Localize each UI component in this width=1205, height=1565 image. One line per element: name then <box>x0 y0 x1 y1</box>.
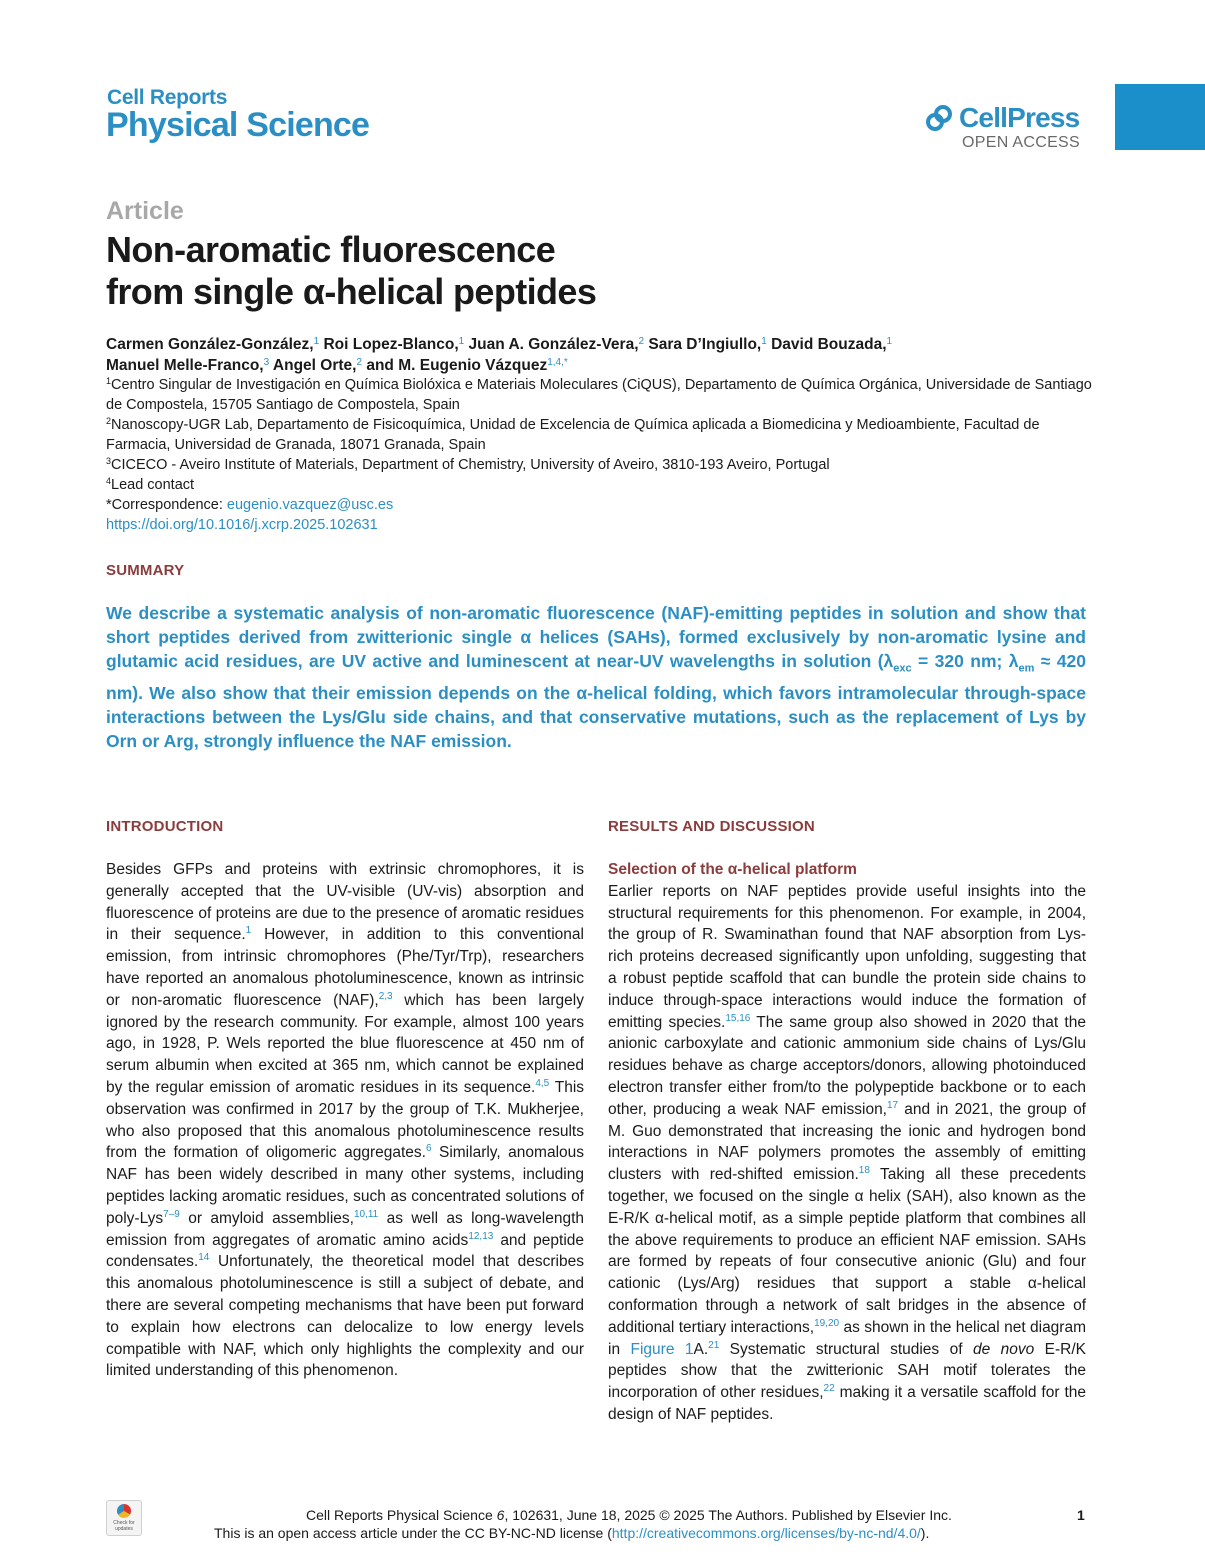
affiliation-1: $^1$Centro Singular de Investigación en Química Biolóxica e Materiais Moleculares (CiQUS), Departamento de Química Orgánica, Universidade de Santiago de Compostela, 15705 Santiago de Compostela, Spain <box>106 376 1092 413</box>
body-text: or amyloid assemblies, <box>179 1209 354 1227</box>
header-accent-tab <box>1115 84 1205 150</box>
results-body <box>608 859 1086 1426</box>
footer-citation: Cell Reports Physical Science 6, 102631, June 18, 2025 © 2025 The Authors. Published by Elsevier Inc. <box>306 1507 952 1523</box>
results-heading: RESULTS AND DISCUSSION <box>608 818 815 835</box>
cellpress-icon <box>924 103 954 133</box>
body-text: and peptide condensates. <box>106 1231 584 1271</box>
body-text: which has been largely ignored by the research community. For example, almost 100 years ago, in 1928, P. Wels reported the blue fluorescence at 450 nm of serum albumin when excited at 365 nm, which cannot be explained by the regular emission of aromatic residues in its sequence. <box>106 991 584 1096</box>
body-text: Systematic structural studies of <box>719 1340 973 1358</box>
footer-license: This is an open access article under the CC BY-NC-ND license (http://creativecommons.org/licenses/by-nc-nd/4.0/). <box>214 1525 930 1541</box>
italic-text: de novo <box>972 1340 1035 1358</box>
citation-ref[interactable]: 18 <box>858 1165 870 1177</box>
journal-name-small: Cell Reports <box>107 86 228 109</box>
citation-ref[interactable]: 19,20 <box>814 1317 840 1329</box>
author[interactable]: Manuel Melle-Franco,$^3$ <box>106 357 270 374</box>
author[interactable]: and M. Eugenio Vázquez$^{1,4,*}$ <box>366 357 568 374</box>
body-text: as well as long-wavelength emission from aggregates of aromatic amino acids <box>106 1209 584 1249</box>
article-title <box>106 229 596 313</box>
results-paragraph <box>608 881 1086 1426</box>
affiliation-3: $^3$CICECO - Aveiro Institute of Materials, Department of Chemistry, University of Aveiro, 3810-193 Aveiro, Portugal <box>106 456 830 473</box>
body-text: However, in addition to this conventional emission, from intrinsic chromophores (Phe/Tyr/Trp), researchers have reported an anomalous photoluminescence, known as intrinsic or non-aromatic fluorescence (NAF), <box>106 926 584 1009</box>
author-list <box>106 334 1106 376</box>
author[interactable]: David Bouzada,$^1$ <box>771 336 893 353</box>
cellpress-logo[interactable] <box>924 102 1079 134</box>
body-text: A. <box>693 1340 709 1358</box>
citation-ref[interactable]: 21 <box>708 1339 720 1351</box>
body-text: E-R/K peptides show that the zwitterionic SAH motif tolerates the incorporation of other residues, <box>608 1340 1086 1402</box>
open-access-label: OPEN ACCESS <box>962 134 1081 151</box>
doi-link[interactable]: https://doi.org/10.1016/j.xcrp.2025.102631 <box>106 517 378 533</box>
correspondence: *Correspondence: eugenio.vazquez@usc.es <box>106 497 394 513</box>
author[interactable]: Juan A. González-Vera,$^2$ <box>468 336 645 353</box>
results-subheading: Selection of the α-helical platform <box>608 861 857 878</box>
body-text: Earlier reports on NAF peptides provide useful insights into the structural requirements for this phenomenon. For example, in 2004, the group of R. Swaminathan found that NAF absorption from Lys-rich proteins decreased significantly upon unfolding, suggesting that a robust peptide scaffold that can bundle the protein side chains to induce through-space interactions would induce the formation of emitting species. <box>608 882 1086 1031</box>
body-text: This observation was confirmed in 2017 by the group of T.K. Mukherjee, who also proposed that this anomalous photoluminescence results from the formation of oligomeric aggregates. <box>106 1078 585 1162</box>
doi-line <box>106 515 1096 535</box>
article-type: Article <box>106 197 184 225</box>
summary-text: We describe a systematic analysis of non-aromatic fluorescence (NAF)-emitting peptides in solution and show that short peptides derived from zwitterionic single α helices (SAHs), formed exclusively by non-aromatic lysine and glutamic acid residues, are UV active and luminescent at near-UV wavelengths in solution ($\lambda_{exc} = 320$ nm; $\lambda_{em} \approx 420$ nm). We also show that their emission depends on the α-helical folding, which favors intramolecular through-space interactions between the Lys/Glu side chains, and that conservative mutations, such as the replacement of Lys by Orn or Arg, strongly influence the NAF emission. <box>106 603 1086 751</box>
citation-ref[interactable]: 6 <box>425 1143 432 1155</box>
summary-heading: SUMMARY <box>106 562 185 579</box>
author[interactable]: Roi Lopez-Blanco,$^1$ <box>323 336 465 353</box>
page-number: 1 <box>1077 1507 1085 1523</box>
author[interactable]: Angel Orte,$^2$ <box>272 357 363 374</box>
affiliation-4: $^4$Lead contact <box>106 476 195 493</box>
check-updates-icon <box>117 1504 131 1518</box>
body-text: The same group also showed in 2020 that the anionic carboxylate and cationic ammonium side chains of Lys/Glu residues behave as charge acceptors/donors, allowing photoinduced electron transfer either from/to the polypeptide backbone or to each other, producing a weak NAF emission, <box>608 1013 1086 1118</box>
introduction-body <box>106 859 584 1382</box>
introduction-heading: INTRODUCTION <box>106 818 224 835</box>
email-link[interactable]: eugenio.vazquez@usc.es <box>226 497 394 513</box>
citation-ref[interactable]: 7–9 <box>163 1208 180 1220</box>
body-text: and in 2021, the group of M. Guo demonstrated that increasing the ionic and hydrogen bond interactions in NAF polymers promotes the assembly of emitting clusters with red-shifted emission. <box>608 1100 1086 1184</box>
publisher-name: CellPress <box>959 102 1080 133</box>
figure-link[interactable]: Figure 1 <box>630 1340 694 1358</box>
body-text: Taking all these precedents together, we focused on the single α helix (SAH), also known as the E-R/K α-helical motif, as a simple peptide platform that combines all the above requirements to produce an efficient NAF emission. SAHs are formed by repeats of four consecutive anionic (Glu) and four cationic (Lys/Arg) residues that support a stable α-helical conformation through a network of salt bridges in the absence of additional tertiary interactions, <box>608 1166 1086 1336</box>
body-text: as shown in the helical net diagram in <box>608 1318 1086 1358</box>
author[interactable]: Sara D’Ingiullo,$^1$ <box>648 336 767 353</box>
body-text: making it a versatile scaffold for the design of NAF peptides. <box>608 1384 1086 1423</box>
affiliation-2: $^2$Nanoscopy-UGR Lab, Departamento de Fisicoquímica, Unidad de Excelencia de Química aplicada a Biomedicina y Medioambiente, Facultad de Farmacia, Universidad de Granada, 18071 Granada, Spain <box>106 416 1040 453</box>
citation-ref[interactable]: 2,3 <box>378 990 393 1002</box>
citation-ref[interactable]: 12,13 <box>468 1230 494 1242</box>
body-text: Besides GFPs and proteins with extrinsic chromophores, it is generally accepted that the UV-visible (UV-vis) absorption and fluorescence of proteins are due to the presence of aromatic residues in their sequence. <box>106 861 584 944</box>
citation-ref[interactable]: 15,16 <box>725 1012 751 1024</box>
check-for-updates-badge[interactable]: Check for updates <box>106 1500 142 1536</box>
author[interactable]: Carmen González-González,$^1$ <box>106 336 320 353</box>
body-text: Unfortunately, the theoretical model that describes this anomalous photoluminescence is still a subject of debate, and there are several competing mechanisms that have been put forward to explain how electrons can delocalize to low energy levels compatible with NAF, which only highlights the complexity and our limited understanding of this phenomenon. <box>106 1253 584 1380</box>
citation-ref[interactable]: 4,5 <box>535 1077 550 1089</box>
citation-ref[interactable]: 17 <box>887 1099 899 1111</box>
journal-name-large: Physical Science <box>106 106 370 144</box>
license-link[interactable]: http://creativecommons.org/licenses/by-nc-nd/4.0/ <box>611 1525 921 1541</box>
title-line-1: Non-aromatic fluorescence <box>106 229 556 270</box>
title-line-2: from single α-helical peptides <box>106 271 597 312</box>
citation-ref[interactable]: 14 <box>198 1252 210 1264</box>
citation-ref[interactable]: 10,11 <box>353 1208 379 1220</box>
citation-ref[interactable]: 22 <box>823 1383 835 1395</box>
body-text: Similarly, anomalous NAF has been widely described in many other systems, including peptides lacking aromatic residues, such as concentrated solutions of poly-Lys <box>106 1144 584 1227</box>
citation-ref[interactable]: 1 <box>245 925 252 937</box>
